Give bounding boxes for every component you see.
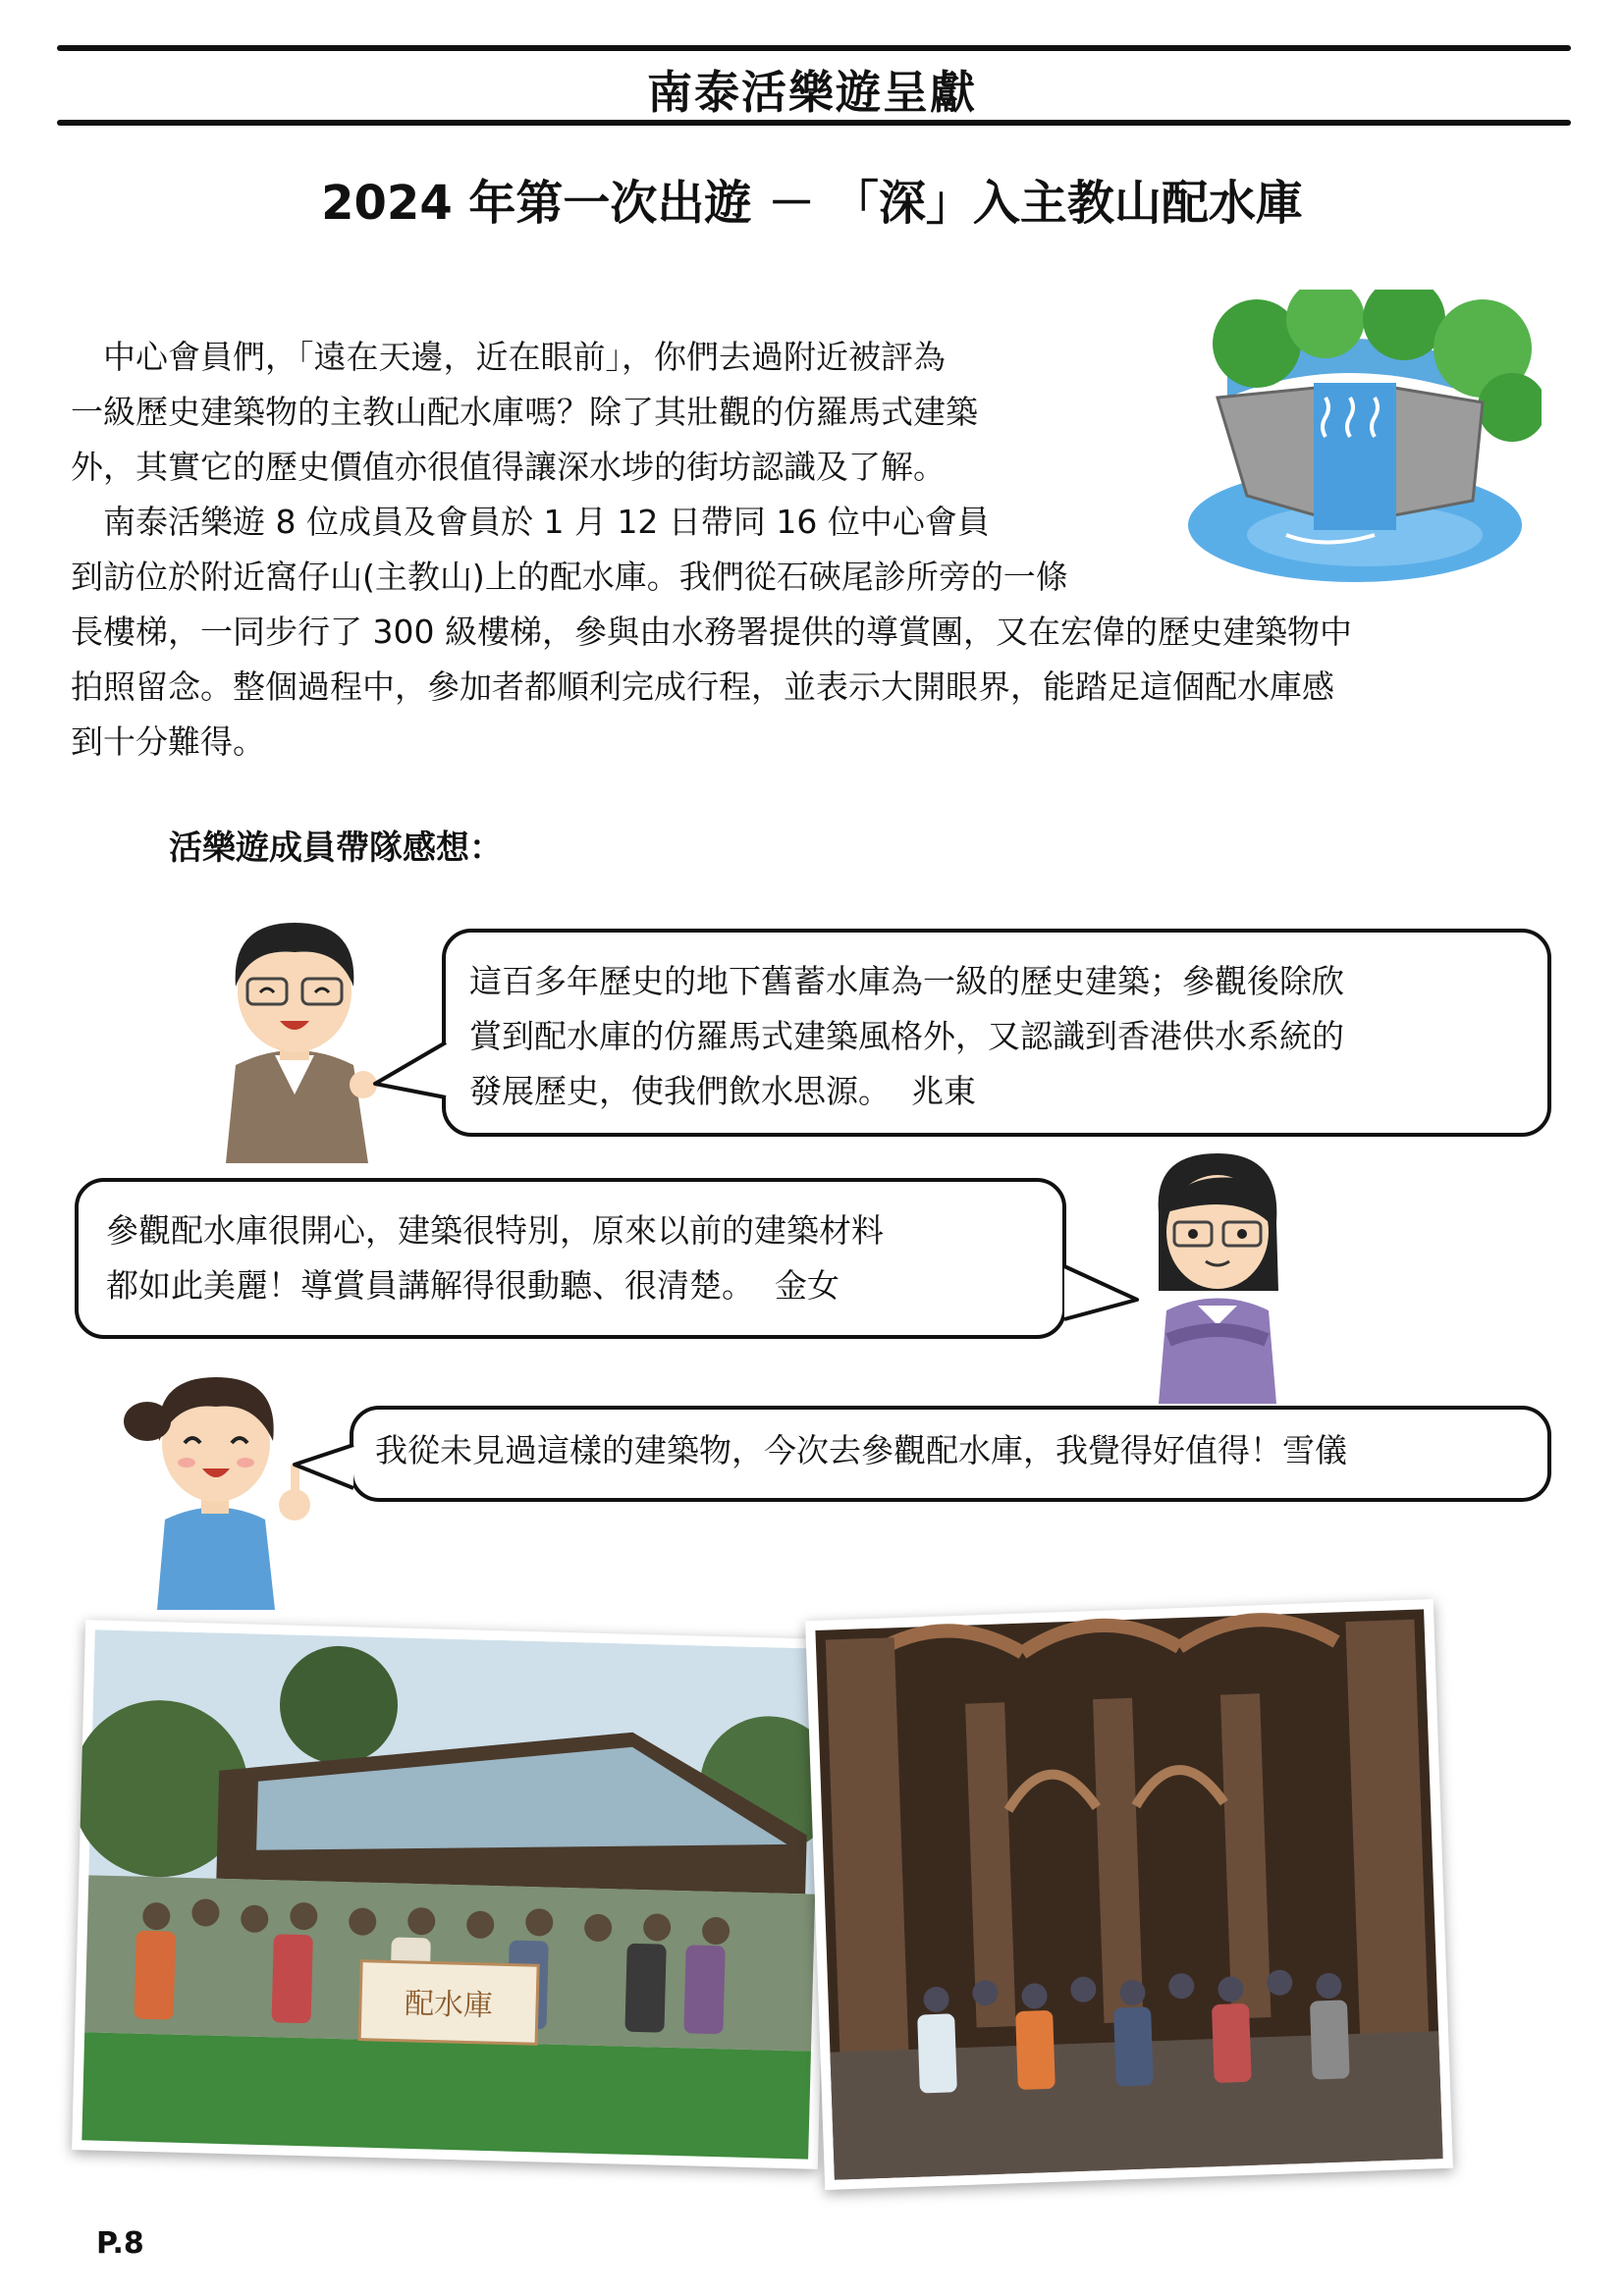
page-header: 南泰活樂遊呈獻 [647, 66, 977, 119]
intro-paragraph [71, 330, 1352, 770]
quote-line: 這百多年歷史的地下舊蓄水庫為一級的歷史建築；參觀後除欣 [469, 962, 1344, 1000]
reservoir-illustration [1188, 290, 1542, 584]
para1-line: 中心會員們，「遠在天邊，近在眼前」，你們去過附近被評為 [71, 338, 946, 376]
quote-line: 我從未見過這樣的建築物，今次去參觀配水庫，我覺得好值得！雪儀 [375, 1431, 1347, 1469]
photo-banner-text: 配水庫 [404, 1986, 494, 2024]
speech-bubble-1 [442, 929, 1551, 1137]
bubble-2-tail [1062, 1264, 1141, 1323]
bubble-1-tail [373, 1041, 448, 1099]
woman-avatar-icon [1139, 1144, 1296, 1404]
speech-bubble-3 [350, 1406, 1551, 1502]
photo-outdoor-image [72, 1620, 832, 2169]
quote-line: 發展歷史，使我們飲水思源。 兆東 [469, 1072, 976, 1110]
group-photo-outdoor [72, 1620, 832, 2169]
speech-bubble-2 [75, 1178, 1066, 1339]
quote-line: 都如此美麗！導賞員講解得很動聽、很清楚。 金女 [106, 1266, 839, 1305]
para1-line: 外，其實它的歷史價值亦很值得讓深水埗的街坊認識及了解。 [71, 448, 946, 486]
para2-line: 南泰活樂遊 8 位成員及會員於 1 月 12 日帶同 16 位中心會員 [71, 503, 990, 541]
header-rule-top [57, 45, 1571, 51]
header-rule-bottom [57, 120, 1571, 126]
quote-line: 賞到配水庫的仿羅馬式建築風格外，又認識到香港供水系統的 [469, 1017, 1344, 1055]
photo-reservoir-image [805, 1599, 1453, 2190]
girl-avatar-icon [108, 1353, 319, 1610]
para2-line: 到訪位於附近窩仔山(主教山)上的配水庫。我們從石硤尾診所旁的一條 [71, 558, 1068, 596]
para2-line: 到十分難得。 [71, 722, 265, 761]
bubble-3-tail [293, 1443, 355, 1492]
group-photo-reservoir [805, 1599, 1453, 2190]
quote-line: 參觀配水庫很開心，建築很特別，原來以前的建築材料 [106, 1211, 884, 1250]
para1-line: 一級歷史建築物的主教山配水庫嗎？除了其壯觀的仿羅馬式建築 [71, 393, 978, 431]
article-title: 2024 年第一次出遊 － 「深」入主教山配水庫 [321, 176, 1303, 231]
page-number: P.8 [96, 2226, 144, 2261]
para2-line: 長樓梯，一同步行了 300 級樓梯，參與由水務署提供的導賞團，又在宏偉的歷史建築物中 [71, 613, 1352, 651]
feedback-heading: 活樂遊成員帶隊感想： [169, 828, 503, 868]
man-avatar-icon [206, 898, 383, 1163]
para2-line: 拍照留念。整個過程中，參加者都順利完成行程，並表示大開眼界，能踏足這個配水庫感 [71, 667, 1334, 706]
